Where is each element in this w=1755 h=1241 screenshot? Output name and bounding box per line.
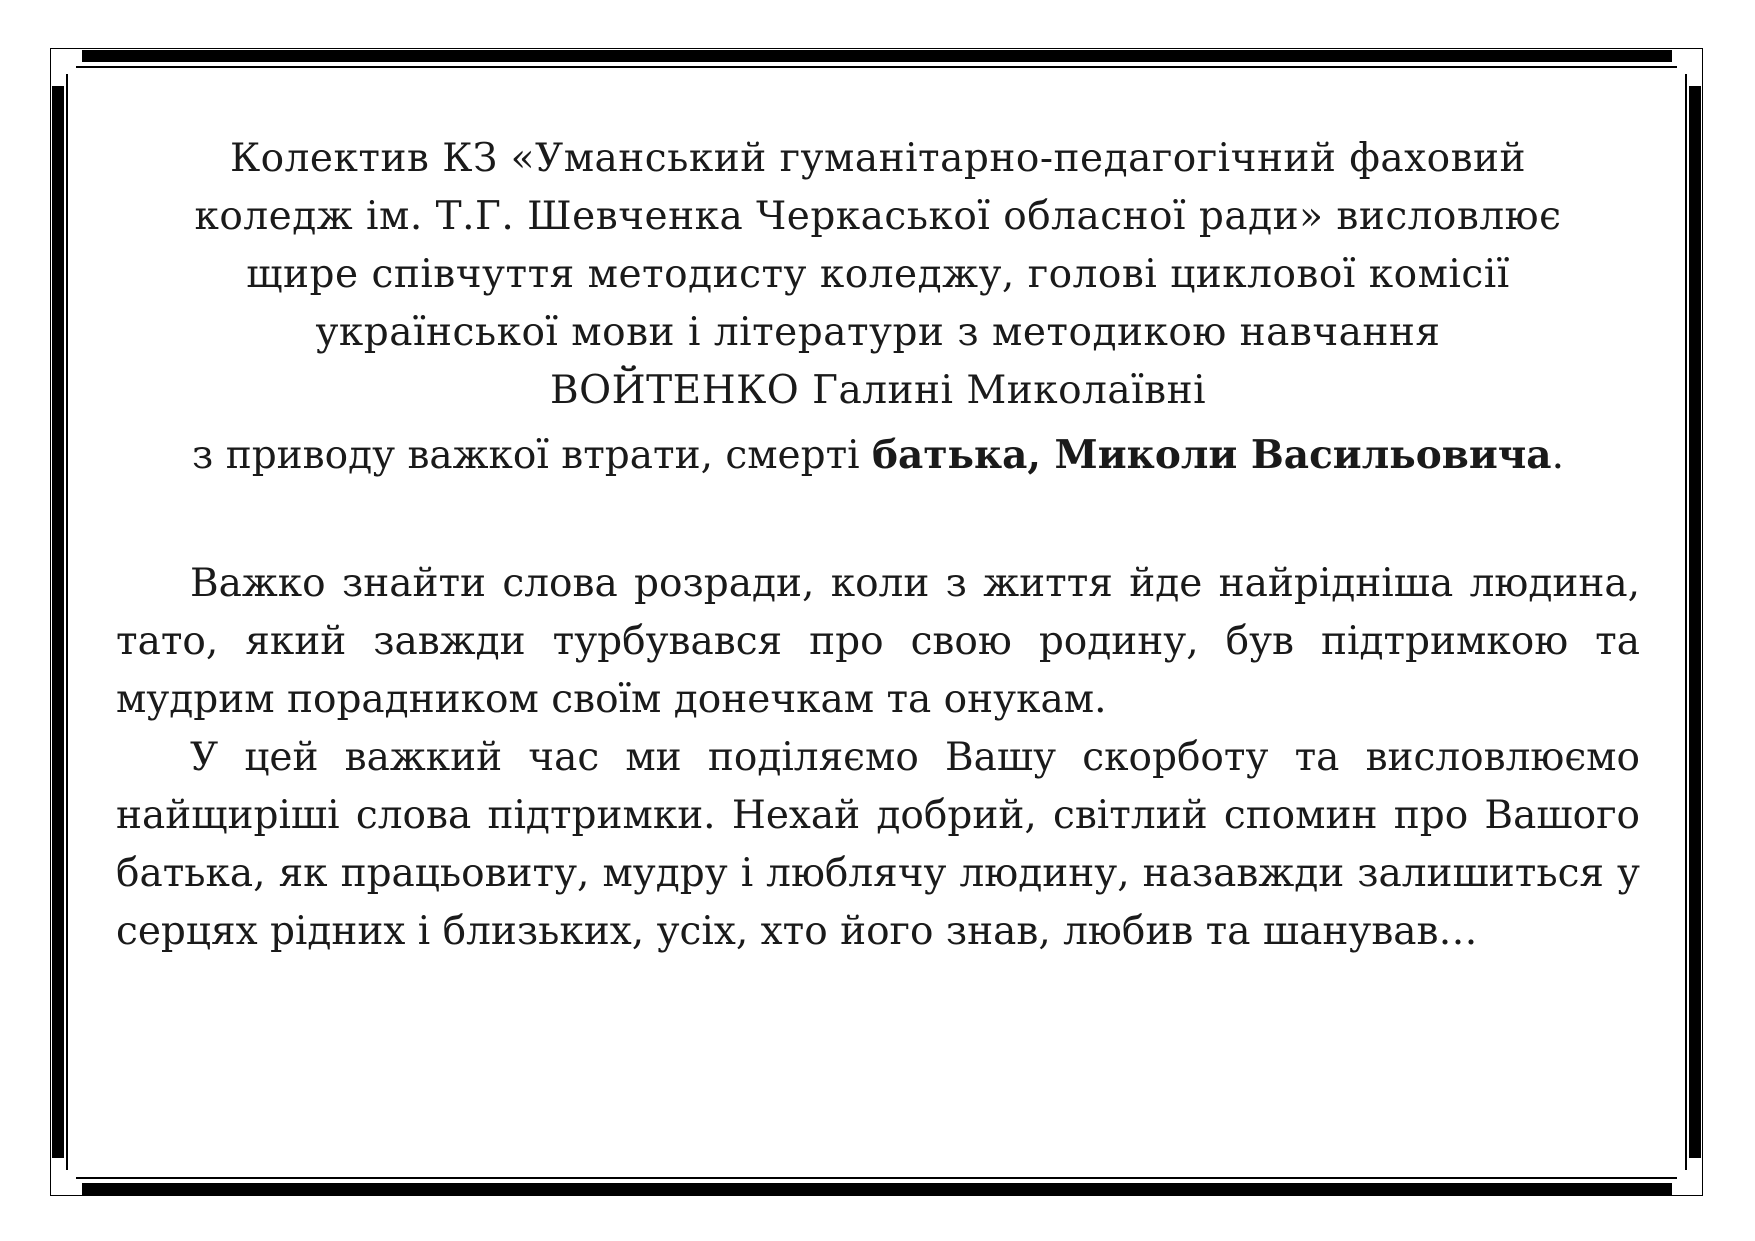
condolence-header xyxy=(116,130,1640,420)
condolence-reason xyxy=(116,426,1640,485)
reason-suffix: . xyxy=(1551,433,1564,478)
header-line: коледж ім. Т.Г. Шевченка Черкаської обласної ради» висловлює xyxy=(194,194,1562,239)
frame-bottom-bar xyxy=(82,1183,1672,1195)
frame-corner-bottom-right xyxy=(1677,1170,1703,1196)
body-paragraph: Важко знайти слова розради, коли з життя йде найрідніша людина, тато, який завжди турбувався про свою родину, був підтримкою та мудрим порадником своїм донечкам та онукам. xyxy=(116,561,1640,722)
reason-prefix: з приводу важкої втрати, смерті xyxy=(192,433,873,478)
frame-left-bar xyxy=(52,86,64,1158)
condolence-text xyxy=(116,130,1640,961)
header-line: Колектив КЗ «Уманський гуманітарно-педагогічний фаховий xyxy=(229,136,1527,181)
header-line: щире співчуття методисту коледжу, голові циклової комісії xyxy=(246,252,1510,297)
frame-corner-top-right xyxy=(1677,48,1703,74)
body-paragraph: У цей важкий час ми поділяємо Вашу скорботу та висловлюємо найщиріші слова підтримки. Нехай добрий, світлий спомин про Вашого батька, як працьовиту, мудру і люблячу людину, назавжди залишиться у серцях рідних і близьких, усіх, хто його знав, любив та шанував… xyxy=(116,735,1640,954)
header-line: української мови і літератури з методикою навчання xyxy=(315,310,1441,355)
frame-corner-top-left xyxy=(50,48,76,74)
recipient-name: ВОЙТЕНКО Галині Миколаївні xyxy=(549,368,1207,413)
frame-right-bar xyxy=(1689,86,1701,1158)
condolence-body xyxy=(116,555,1640,961)
deceased-name: батька, Миколи Васильовича xyxy=(872,432,1552,478)
frame-corner-bottom-left xyxy=(50,1170,76,1196)
frame-top-bar xyxy=(82,50,1672,62)
